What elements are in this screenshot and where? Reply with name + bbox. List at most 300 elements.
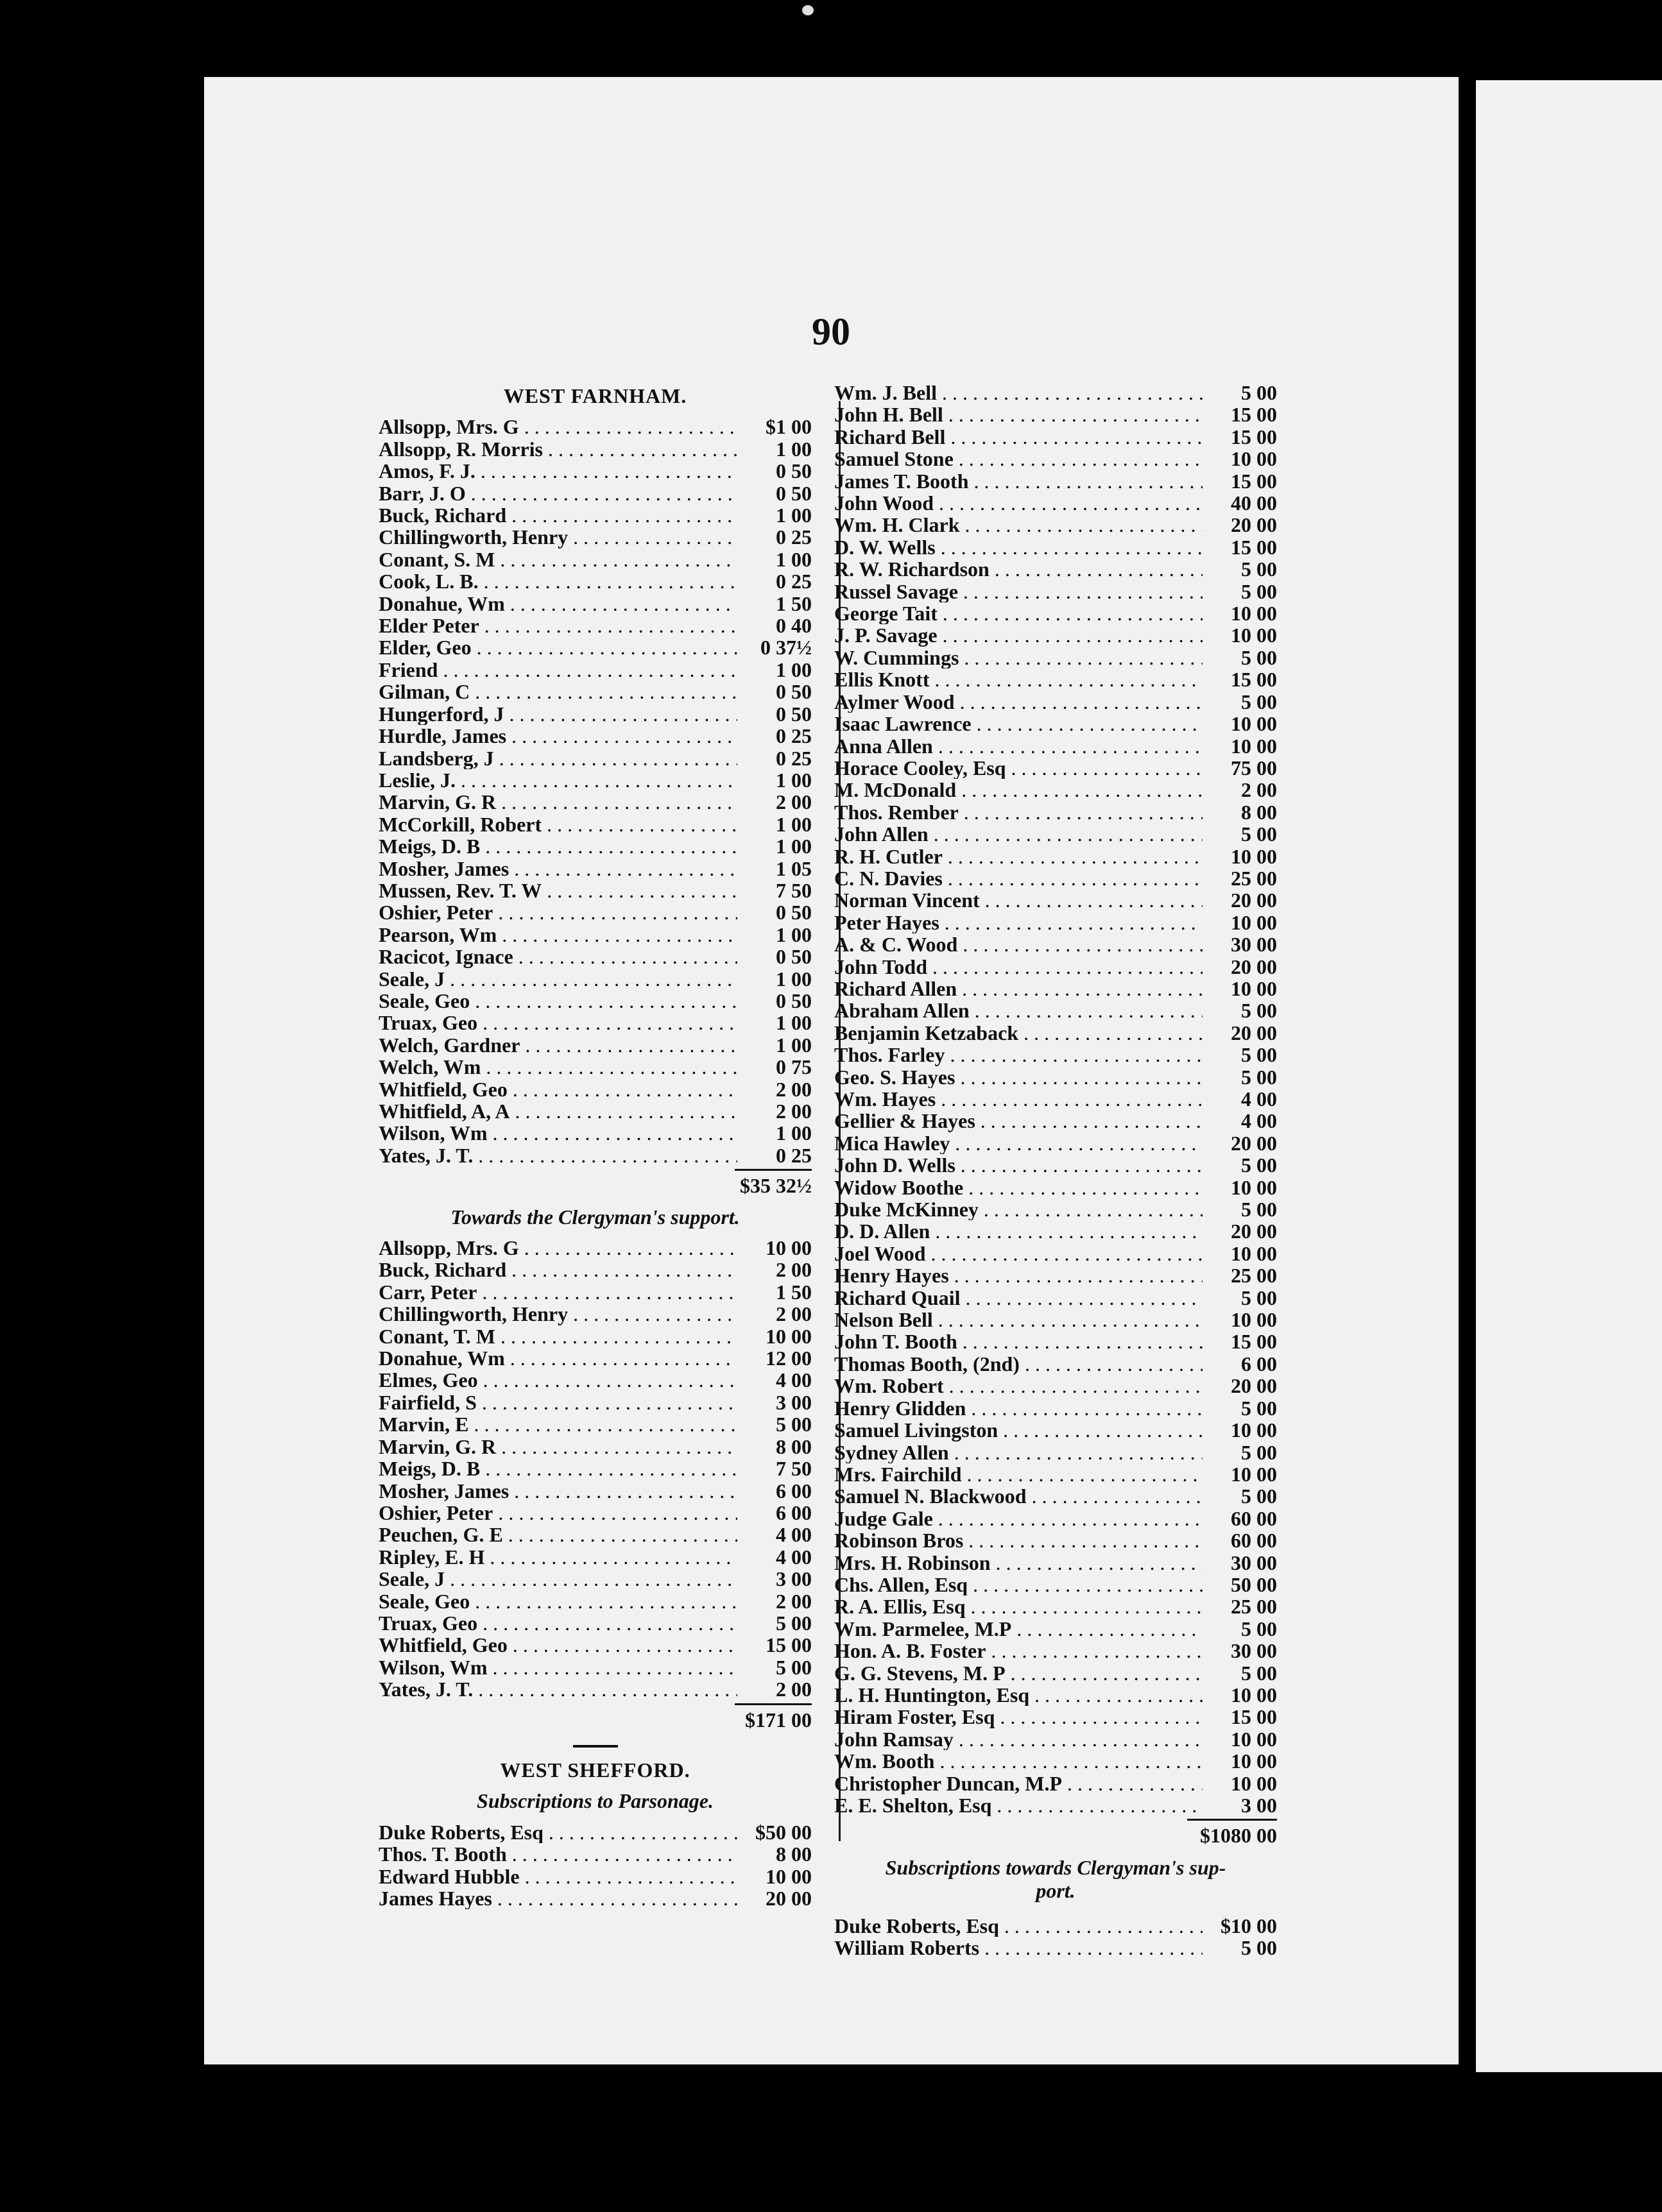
list-item <box>834 801 1277 823</box>
subscriber-name: D. W. Wells . . . <box>834 536 1203 558</box>
subscriber-name: Edward Hubble . . . <box>379 1866 737 1887</box>
subscription-amount: 5 00 <box>1241 1661 1277 1685</box>
list-item <box>834 1397 1277 1419</box>
subscription-amount: 5 00 <box>1241 1286 1277 1309</box>
subscription-amount: 15 00 <box>1231 425 1277 448</box>
list-item <box>834 536 1277 558</box>
subscription-amount: 1 05 <box>776 856 812 880</box>
right-column <box>834 382 1277 1959</box>
west-farnham-heading: WEST FARNHAM. <box>503 384 687 407</box>
list-item <box>379 416 812 438</box>
list-item <box>379 747 812 769</box>
subscription-amount: 0 50 <box>776 989 812 1012</box>
list-item <box>379 880 812 901</box>
subscriber-name: G. G. Stevens, M. P . . . <box>834 1662 1203 1684</box>
subscription-amount: 30 00 <box>1231 1551 1277 1574</box>
subscription-amount: 2 00 <box>776 1100 812 1123</box>
subscription-amount: 20 00 <box>1231 513 1277 537</box>
subscriber-name: Allsopp, Mrs. G . . . <box>379 1237 737 1259</box>
list-item <box>834 1309 1277 1331</box>
subscriber-name: Mosher, James . . . <box>379 1480 737 1502</box>
subscriber-name: Christopher Duncan, M.P . . . <box>834 1773 1203 1794</box>
subscriber-name: Mrs. Fairchild . . . <box>834 1463 1203 1485</box>
subscription-amount: 20 00 <box>1231 889 1277 912</box>
subscription-amount: 5 00 <box>1241 1936 1277 1960</box>
list-item <box>834 1264 1277 1286</box>
subscription-amount: 30 00 <box>1231 933 1277 957</box>
subscription-amount: $10 00 <box>1221 1914 1277 1937</box>
clergyman-heading: Towards the Clergyman's support. <box>450 1205 740 1229</box>
list-item <box>379 1590 812 1612</box>
subscription-amount: 10 00 <box>1231 1418 1277 1442</box>
subscription-amount: 2 00 <box>1241 778 1277 802</box>
subscriber-name: R. A. Ellis, Esq . . . <box>834 1595 1203 1617</box>
list-item <box>834 624 1277 646</box>
list-item <box>834 1463 1277 1485</box>
list-item <box>379 1524 812 1545</box>
list-item <box>379 526 812 548</box>
subscription-amount: 2 00 <box>776 1077 812 1101</box>
list-item <box>834 668 1277 690</box>
subscriber-name: Nelson Bell . . . <box>834 1309 1203 1331</box>
subscriber-name: Marvin, G. R . . . <box>379 791 737 813</box>
list-item <box>379 1568 812 1590</box>
subscription-amount: 2 00 <box>776 1258 812 1282</box>
subscription-amount: 1 00 <box>776 437 812 461</box>
subscriber-name: John Wood . . . <box>834 492 1203 514</box>
list-item <box>834 1662 1277 1684</box>
list-item <box>834 956 1277 978</box>
list-item <box>379 1325 812 1347</box>
subscriber-name: Judge Gale . . . <box>834 1508 1203 1529</box>
subscription-amount: 10 00 <box>1231 1462 1277 1486</box>
subscription-amount: 5 00 <box>1241 645 1277 669</box>
subscription-amount: 0 40 <box>776 614 812 638</box>
list-item <box>379 1866 812 1887</box>
clergyman-support-heading-line2: port. <box>1036 1878 1075 1902</box>
list-item <box>834 933 1277 955</box>
subscription-amount: 15 00 <box>766 1633 812 1657</box>
subscriber-name: Wm. Hayes . . . <box>834 1088 1203 1110</box>
list-item <box>834 602 1277 624</box>
list-item <box>834 779 1277 801</box>
subscriber-name: Chillingworth, Henry . . . <box>379 1303 737 1325</box>
subscriber-name: Gilman, C . . . <box>379 681 737 702</box>
subscriber-name: Oshier, Peter . . . <box>379 901 737 923</box>
list-item <box>379 1480 812 1502</box>
subscription-amount: 10 00 <box>1231 1308 1277 1332</box>
list-item <box>834 846 1277 867</box>
list-item <box>379 1012 812 1034</box>
subscription-amount: 5 00 <box>1241 381 1277 404</box>
subscriber-name: Allsopp, R. Morris . . . <box>379 438 737 460</box>
list-item <box>834 1595 1277 1617</box>
list-item <box>834 647 1277 668</box>
subscription-amount: $1 00 <box>766 415 812 439</box>
subscription-amount: 10 00 <box>1231 712 1277 736</box>
subscriber-name: Duke Roberts, Esq . . . <box>834 1915 1203 1937</box>
subscription-amount: 10 00 <box>766 1324 812 1348</box>
list-item <box>834 558 1277 580</box>
subscriber-name: Ellis Knott . . . <box>834 668 1203 690</box>
parsonage-heading: Subscriptions to Parsonage. <box>477 1789 714 1813</box>
subscriber-name: Yates, J. T. . . . <box>379 1678 737 1700</box>
subscriber-name: Russel Savage . . . <box>834 581 1203 602</box>
list-item <box>834 1243 1277 1264</box>
subscription-amount: 15 00 <box>1231 403 1277 427</box>
subscription-amount: 8 00 <box>776 1842 812 1866</box>
subscription-amount: 12 00 <box>766 1347 812 1370</box>
subscription-amount: 8 00 <box>776 1434 812 1458</box>
page-number: 90 <box>812 311 850 353</box>
subscription-amount: 2 00 <box>776 1678 812 1701</box>
list-item <box>379 769 812 791</box>
subscription-amount: 10 00 <box>1231 1727 1277 1751</box>
subscriber-name: Marvin, G. R . . . <box>379 1436 737 1458</box>
subscription-amount: 5 00 <box>776 1655 812 1679</box>
subscriber-name: Seale, J . . . <box>379 1568 737 1590</box>
list-item <box>834 470 1277 492</box>
subscription-amount: 1 00 <box>776 835 812 858</box>
subscription-amount: 6 00 <box>776 1479 812 1502</box>
subscriber-name: Whitfield, Geo . . . <box>379 1634 737 1656</box>
list-item <box>379 1821 812 1843</box>
subscriber-name: John Allen . . . <box>834 823 1203 845</box>
list-item <box>379 1078 812 1100</box>
subscription-amount: 4 00 <box>1241 1109 1277 1133</box>
subscription-amount: 1 50 <box>776 1280 812 1304</box>
subscriber-name: Thos. Farley . . . <box>834 1044 1203 1066</box>
subscription-amount: 10 00 <box>1231 1683 1277 1706</box>
subscription-amount: 2 00 <box>776 1302 812 1326</box>
list-item <box>834 1220 1277 1242</box>
list-item <box>834 1154 1277 1176</box>
subscription-amount: 20 00 <box>1231 955 1277 978</box>
list-item <box>379 570 812 592</box>
subscriber-name: Whitfield, A, A . . . <box>379 1100 737 1122</box>
subscriber-name: E. E. Shelton, Esq . . . <box>834 1794 1203 1816</box>
list-item <box>379 593 812 615</box>
subscription-amount: 0 50 <box>776 702 812 726</box>
subscriber-name: Welch, Gardner . . . <box>379 1034 737 1056</box>
subscription-amount: 20 00 <box>1231 1021 1277 1044</box>
west-shefford-list <box>379 1821 812 1910</box>
subscription-amount: 10 00 <box>1231 976 1277 1000</box>
subscription-amount: 10 00 <box>1231 1241 1277 1265</box>
list-item <box>834 492 1277 514</box>
subscriber-name: Thos. Rember . . . <box>834 801 1203 823</box>
list-item <box>379 813 812 835</box>
list-item <box>379 1887 812 1909</box>
subscriber-name: D. D. Allen . . . <box>834 1220 1203 1242</box>
subscription-amount: 10 00 <box>1231 844 1277 868</box>
subscriber-name: Chs. Allen, Esq . . . <box>834 1574 1203 1595</box>
list-item <box>834 1442 1277 1463</box>
subscriber-name: Amos, F. J. . . . <box>379 460 737 482</box>
subscription-amount: 5 00 <box>1241 579 1277 603</box>
clergyman-support-heading <box>834 1856 1277 1902</box>
list-item <box>379 438 812 460</box>
list-item <box>379 1122 812 1144</box>
subscriber-name: Hungerford, J . . . <box>379 703 737 725</box>
subscriber-name: Abraham Allen . . . <box>834 1000 1203 1021</box>
west-farnham-list <box>379 416 812 1166</box>
list-item <box>379 1100 812 1122</box>
subscriber-name: J. P. Savage . . . <box>834 624 1203 646</box>
subscription-amount: 10 00 <box>1231 734 1277 758</box>
subscriber-name: Donahue, Wm . . . <box>379 593 737 615</box>
subscriber-name: R. H. Cutler . . . <box>834 846 1203 867</box>
subscriber-name: Aylmer Wood . . . <box>834 691 1203 713</box>
list-item <box>834 1044 1277 1066</box>
subscriber-name: Wm. Robert . . . <box>834 1375 1203 1397</box>
list-item <box>834 514 1277 536</box>
list-item <box>379 1237 812 1259</box>
subscription-amount: 0 50 <box>776 680 812 704</box>
subscription-amount: 5 00 <box>1241 1485 1277 1508</box>
subscriber-name: Mussen, Rev. T. W . . . <box>379 880 737 901</box>
subscription-amount: 1 00 <box>776 967 812 991</box>
subscriber-name: Geo. S. Hayes . . . <box>834 1066 1203 1088</box>
subscriber-name: William Roberts . . . <box>834 1937 1203 1959</box>
list-item <box>379 1369 812 1391</box>
list-item <box>379 901 812 923</box>
subscriber-name: James T. Booth . . . <box>834 470 1203 492</box>
list-item <box>379 681 812 702</box>
subscriber-name: Landsberg, J . . . <box>379 747 737 769</box>
subscription-amount: 7 50 <box>776 878 812 902</box>
subscription-amount: 0 25 <box>776 746 812 770</box>
list-item <box>834 1618 1277 1640</box>
subscription-amount: 0 50 <box>776 945 812 969</box>
subscription-amount: 30 00 <box>1231 1639 1277 1663</box>
subscriber-name: Carr, Peter . . . <box>379 1281 737 1303</box>
subscription-amount: 15 00 <box>1231 469 1277 493</box>
subscriber-name: A. & C. Wood . . . <box>834 933 1203 955</box>
clergyman-support-heading-line1: Subscriptions towards Clergyman's sup- <box>885 1855 1226 1879</box>
facing-page-edge <box>1476 80 1662 2072</box>
left-column <box>379 385 812 1909</box>
subscriber-name: Hurdle, James . . . <box>379 725 737 747</box>
list-item <box>379 946 812 967</box>
subscriber-name: C. N. Davies . . . <box>834 867 1203 889</box>
subscriber-name: Leslie, J. . . . <box>379 769 737 791</box>
subscription-amount: $50 00 <box>755 1820 812 1844</box>
subscriber-name: Henry Glidden . . . <box>834 1397 1203 1419</box>
subscriber-name: Seale, Geo . . . <box>379 1590 737 1612</box>
subscriber-name: Wm. Booth . . . <box>834 1750 1203 1772</box>
subscription-amount: 5 00 <box>1241 1153 1277 1177</box>
list-item <box>379 482 812 504</box>
list-item <box>379 1056 812 1078</box>
subscription-amount: 40 00 <box>1231 491 1277 515</box>
subscriber-name: Peter Hayes . . . <box>834 912 1203 933</box>
subscription-amount: 5 00 <box>776 1611 812 1635</box>
list-item <box>379 1678 812 1700</box>
subscriber-name: Wilson, Wm . . . <box>379 1122 737 1144</box>
clergyman-total: $171 00 <box>735 1703 812 1731</box>
subscriber-name: Conant, S. M . . . <box>379 549 737 570</box>
list-item <box>834 1937 1277 1959</box>
subscriber-name: Seale, J . . . <box>379 968 737 990</box>
subscription-amount: 15 00 <box>1231 668 1277 692</box>
subscription-amount: 1 00 <box>776 504 812 527</box>
subscription-amount: 4 00 <box>1241 1087 1277 1110</box>
subscription-amount: 5 00 <box>1241 1043 1277 1067</box>
subscriber-name: Joel Wood . . . <box>834 1243 1203 1264</box>
subscription-amount: 20 00 <box>766 1887 812 1910</box>
subscriber-name: Chillingworth, Henry . . . <box>379 526 737 548</box>
subscriber-name: Elder, Geo . . . <box>379 636 737 658</box>
subscription-amount: 75 00 <box>1231 756 1277 779</box>
subscription-amount: 1 00 <box>776 768 812 792</box>
subscription-amount: 10 00 <box>766 1864 812 1888</box>
subscription-amount: 4 00 <box>776 1523 812 1547</box>
subscriber-name: John Ramsay . . . <box>834 1728 1203 1750</box>
list-item <box>834 1022 1277 1044</box>
subscriber-name: Friend . . . <box>379 659 737 681</box>
list-item <box>834 1794 1277 1816</box>
subscriber-name: John Todd . . . <box>834 956 1203 978</box>
subscriber-name: Wilson, Wm . . . <box>379 1656 737 1678</box>
list-item <box>834 1132 1277 1154</box>
subscriber-name: Wm. J. Bell . . . <box>834 382 1203 404</box>
subscription-amount: 60 00 <box>1231 1506 1277 1530</box>
subscription-amount: 20 00 <box>1231 1374 1277 1398</box>
list-item <box>379 636 812 658</box>
list-item <box>379 835 812 857</box>
list-item <box>379 990 812 1012</box>
list-item <box>834 1419 1277 1441</box>
subscriber-name: John T. Booth . . . <box>834 1331 1203 1352</box>
subscription-amount: 5 00 <box>776 1413 812 1436</box>
list-item <box>834 448 1277 470</box>
list-item <box>834 1750 1277 1772</box>
subscriber-name: Donahue, Wm . . . <box>379 1347 737 1369</box>
subscriber-name: Marvin, E . . . <box>379 1413 737 1435</box>
list-item <box>834 1000 1277 1021</box>
list-item <box>834 1110 1277 1132</box>
clergyman-support-list <box>834 1915 1277 1959</box>
subscriber-name: Gellier & Hayes . . . <box>834 1110 1203 1132</box>
list-item <box>834 1353 1277 1375</box>
list-item <box>834 1088 1277 1110</box>
list-item <box>379 924 812 946</box>
list-item <box>379 504 812 526</box>
subscription-amount: 4 00 <box>776 1545 812 1569</box>
west-farnham-total: $35 32½ <box>735 1169 812 1196</box>
subscription-amount: 8 00 <box>1241 800 1277 824</box>
subscriber-name: McCorkill, Robert . . . <box>379 813 737 835</box>
subscription-amount: 2 00 <box>776 1589 812 1613</box>
subscriber-name: Anna Allen . . . <box>834 735 1203 757</box>
subscription-amount: 10 00 <box>1231 447 1277 471</box>
subscriber-name: Widow Boothe . . . <box>834 1177 1203 1198</box>
subscription-amount: 0 50 <box>776 901 812 924</box>
list-item <box>834 713 1277 735</box>
subscriber-name: Buck, Richard . . . <box>379 504 737 526</box>
subscriber-name: George Tait . . . <box>834 602 1203 624</box>
west-shefford-heading: WEST SHEFFORD. <box>500 1758 690 1782</box>
list-item <box>834 735 1277 757</box>
subscription-amount: 5 00 <box>1241 690 1277 713</box>
subscriber-name: Wm. H. Clark . . . <box>834 514 1203 536</box>
subscriber-name: R. W. Richardson . . . <box>834 558 1203 580</box>
subscription-amount: 0 25 <box>776 570 812 593</box>
subscription-amount: 10 00 <box>1231 1749 1277 1773</box>
subscriber-name: Allsopp, Mrs. G . . . <box>379 416 737 438</box>
list-item <box>834 1574 1277 1595</box>
subscription-amount: 1 00 <box>776 547 812 571</box>
subscription-amount: 10 00 <box>1231 624 1277 647</box>
subscription-amount: 3 00 <box>776 1390 812 1414</box>
subscriber-name: Duke McKinney . . . <box>834 1198 1203 1220</box>
list-item <box>379 703 812 725</box>
list-item <box>834 581 1277 602</box>
subscriber-name: Samuel N. Blackwood . . . <box>834 1485 1203 1507</box>
subscriber-name: James Hayes . . . <box>379 1887 737 1909</box>
subscription-amount: 1 00 <box>776 1121 812 1145</box>
list-item <box>834 1375 1277 1397</box>
subscription-amount: 1 00 <box>776 812 812 836</box>
subscriber-name: Richard Allen . . . <box>834 978 1203 1000</box>
subscriber-name: Fairfield, S . . . <box>379 1391 737 1413</box>
subscription-amount: 5 00 <box>1241 822 1277 846</box>
subscriber-name: Sydney Allen . . . <box>834 1442 1203 1463</box>
list-item <box>834 1331 1277 1352</box>
subscriber-name: Ripley, E. H . . . <box>379 1546 737 1568</box>
list-item <box>834 889 1277 911</box>
list-item <box>834 867 1277 889</box>
list-item <box>379 1458 812 1479</box>
subscriber-name: Whitfield, Geo . . . <box>379 1078 737 1100</box>
subscription-amount: 10 00 <box>1231 1175 1277 1199</box>
subscription-amount: 15 00 <box>1231 1705 1277 1729</box>
subscriber-name: Mica Hawley . . . <box>834 1132 1203 1154</box>
list-item <box>834 1177 1277 1198</box>
subscriber-name: John H. Bell . . . <box>834 404 1203 425</box>
subscriber-name: Peuchen, G. E . . . <box>379 1524 737 1545</box>
subscriber-name: Thomas Booth, (2nd) . . . <box>834 1353 1203 1375</box>
list-item <box>379 1612 812 1634</box>
list-item <box>379 1436 812 1458</box>
list-item <box>379 1843 812 1865</box>
subscription-amount: 50 00 <box>1231 1572 1277 1596</box>
subscription-amount: 0 50 <box>776 481 812 505</box>
subscription-amount: 3 00 <box>776 1567 812 1591</box>
subscriber-name: Wm. Parmelee, M.P . . . <box>834 1618 1203 1640</box>
subscriber-name: Truax, Geo . . . <box>379 1612 737 1634</box>
subscription-amount: 25 00 <box>1231 1264 1277 1288</box>
subscriber-name: Oshier, Peter . . . <box>379 1502 737 1524</box>
subscriber-name: Horace Cooley, Esq . . . <box>834 757 1203 779</box>
subscriber-name: Seale, Geo . . . <box>379 990 737 1012</box>
subscriber-name: Cook, L. B. . . . <box>379 570 737 592</box>
list-item <box>379 1347 812 1369</box>
subscription-amount: 1 00 <box>776 923 812 946</box>
list-item <box>379 549 812 570</box>
subscriber-name: Conant, T. M . . . <box>379 1325 737 1347</box>
list-item <box>834 1773 1277 1794</box>
subscription-amount: 5 00 <box>1241 1065 1277 1089</box>
subscription-amount: 0 25 <box>776 525 812 549</box>
list-item <box>379 1144 812 1166</box>
subscription-amount: 6 00 <box>1241 1352 1277 1375</box>
subscription-amount: 5 00 <box>1241 557 1277 581</box>
subscriber-name: John D. Wells . . . <box>834 1154 1203 1176</box>
subscriber-name: M. McDonald . . . <box>834 779 1203 801</box>
list-item <box>379 1259 812 1280</box>
